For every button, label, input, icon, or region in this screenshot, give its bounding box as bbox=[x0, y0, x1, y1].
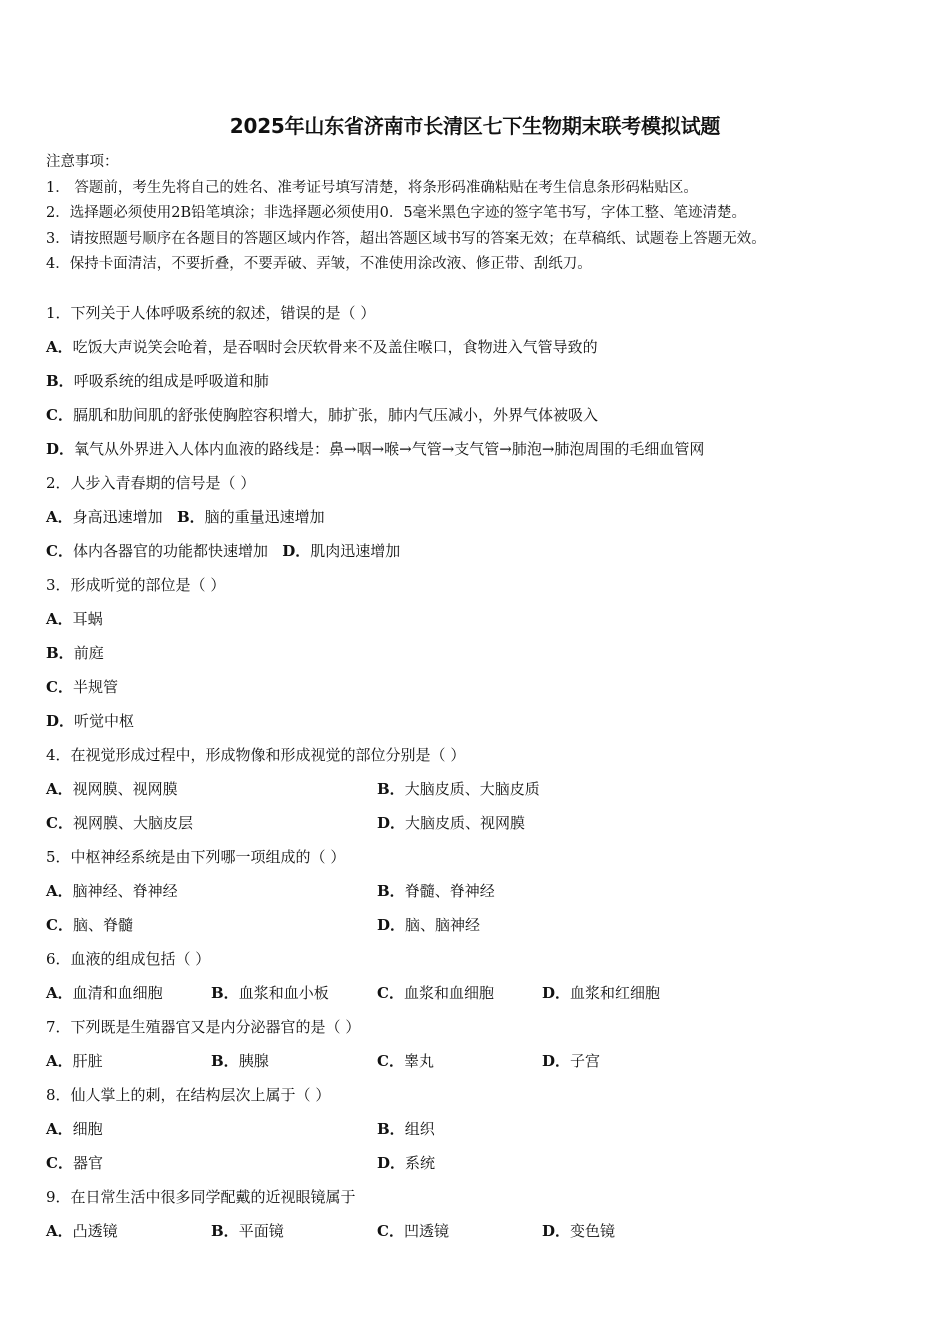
option-text: 氧气从外界进入人体内血液的路线是：鼻→咽→喉→气管→支气管→肺泡→肺泡周围的毛细血管网 bbox=[74, 440, 705, 458]
option-text: 体内各器官的功能都快速增加 bbox=[72, 542, 268, 560]
q4-option-a bbox=[46, 772, 178, 806]
option-label: D． bbox=[542, 1222, 571, 1240]
q8-options-row-2 bbox=[46, 1146, 926, 1180]
option-label: A． bbox=[46, 338, 73, 356]
q8-options-row-1 bbox=[46, 1112, 926, 1146]
q6-option-a bbox=[46, 976, 163, 1010]
option-text: 器官 bbox=[72, 1154, 103, 1172]
q9-option-c bbox=[377, 1214, 449, 1248]
q4-options-row-1 bbox=[46, 772, 926, 806]
question-stem-7: 7．下列既是生殖器官又是内分泌器官的是（ ） bbox=[46, 1018, 361, 1036]
option-text: 视网膜、大脑皮层 bbox=[72, 814, 193, 832]
option-label: A． bbox=[46, 780, 73, 798]
option-text: 胰腺 bbox=[238, 1052, 269, 1070]
option-text: 脑的重量迅速增加 bbox=[204, 508, 325, 526]
option-label: C． bbox=[377, 984, 404, 1002]
option-label: B． bbox=[46, 644, 74, 662]
option-label: B． bbox=[211, 1222, 239, 1240]
option-text: 半规管 bbox=[72, 678, 118, 696]
notice-item: 3．请按照题号顺序在各题目的答题区域内作答，超出答题区域书写的答案无效；在草稿纸、试题卷上答题无效。 bbox=[46, 230, 766, 247]
question-stem-2: 2．人步入青春期的信号是（ ） bbox=[46, 474, 256, 492]
q4-option-b bbox=[377, 772, 540, 806]
q2-option-a bbox=[46, 508, 163, 526]
question-stem-8: 8．仙人掌上的刺，在结构层次上属于（ ） bbox=[46, 1086, 331, 1104]
q5-options-row-1 bbox=[46, 874, 926, 908]
q6-option-b bbox=[211, 976, 329, 1010]
option-text: 吃饭大声说笑会呛着，是吞咽时会厌软骨来不及盖住喉口，食物进入气管导致的 bbox=[72, 338, 598, 356]
q2-option-d bbox=[282, 542, 400, 560]
option-text: 凹透镜 bbox=[403, 1222, 449, 1240]
question-stem-1: 1．下列关于人体呼吸系统的叙述，错误的是（ ） bbox=[46, 304, 376, 322]
question-stem-4: 4．在视觉形成过程中，形成物像和形成视觉的部位分别是（ ） bbox=[46, 746, 466, 764]
q4-option-c bbox=[46, 806, 193, 840]
notice-section bbox=[46, 150, 926, 278]
q9-options-row bbox=[46, 1214, 926, 1248]
option-label: C． bbox=[46, 814, 73, 832]
option-text: 平面镜 bbox=[238, 1222, 284, 1240]
q9-option-d bbox=[542, 1214, 615, 1248]
question-list bbox=[46, 296, 926, 1248]
q2-option-b bbox=[177, 508, 325, 526]
option-label: A． bbox=[46, 508, 73, 526]
option-label: D． bbox=[542, 1052, 571, 1070]
q9-option-b bbox=[211, 1214, 284, 1248]
option-text: 呼吸系统的组成是呼吸道和肺 bbox=[73, 372, 269, 390]
option-label: D． bbox=[377, 814, 406, 832]
option-text: 膈肌和肋间肌的舒张使胸腔容积增大，肺扩张，肺内气压减小，外界气体被吸入 bbox=[72, 406, 598, 424]
option-label: B． bbox=[46, 372, 74, 390]
q8-option-b bbox=[377, 1112, 435, 1146]
option-text: 系统 bbox=[405, 1154, 436, 1172]
option-label: C． bbox=[46, 1154, 73, 1172]
option-text: 细胞 bbox=[72, 1120, 103, 1138]
option-text: 睾丸 bbox=[403, 1052, 434, 1070]
option-label: B． bbox=[211, 984, 239, 1002]
q7-option-d bbox=[542, 1044, 600, 1078]
q6-options-row bbox=[46, 976, 926, 1010]
option-label: A． bbox=[46, 882, 73, 900]
option-label: C． bbox=[377, 1222, 404, 1240]
option-text: 脑、脑神经 bbox=[405, 916, 481, 934]
option-label: D． bbox=[542, 984, 571, 1002]
option-label: A． bbox=[46, 610, 73, 628]
notice-item: 4．保持卡面清洁，不要折叠，不要弄破、弄皱，不准使用涂改液、修正带、刮纸刀。 bbox=[46, 256, 592, 272]
question-stem-3: 3．形成听觉的部位是（ ） bbox=[46, 576, 226, 594]
option-label: C． bbox=[46, 678, 73, 696]
option-text: 听觉中枢 bbox=[74, 712, 135, 730]
option-label: B． bbox=[176, 508, 205, 526]
q3-option-a bbox=[46, 602, 926, 636]
option-label: B． bbox=[377, 882, 405, 900]
option-text: 脑、脊髓 bbox=[72, 916, 133, 934]
q8-option-c bbox=[46, 1146, 103, 1180]
option-label: A． bbox=[46, 984, 73, 1002]
q1-option-a bbox=[46, 330, 926, 364]
option-text: 血浆和红细胞 bbox=[570, 984, 661, 1002]
q5-option-d bbox=[377, 908, 480, 942]
option-label: B． bbox=[377, 780, 405, 798]
option-label: C． bbox=[46, 406, 73, 424]
option-label: B． bbox=[377, 1120, 405, 1138]
q4-option-d bbox=[377, 806, 525, 840]
q7-option-a bbox=[46, 1044, 103, 1078]
q3-option-c bbox=[46, 670, 926, 704]
option-label: D． bbox=[377, 916, 406, 934]
option-text: 组织 bbox=[404, 1120, 435, 1138]
q1-option-d bbox=[46, 432, 926, 466]
option-text: 肝脏 bbox=[72, 1052, 103, 1070]
option-label: D． bbox=[282, 542, 311, 560]
option-label: D． bbox=[46, 440, 75, 458]
q6-option-d bbox=[542, 976, 660, 1010]
q3-option-b bbox=[46, 636, 926, 670]
option-text: 脑神经、脊神经 bbox=[72, 882, 178, 900]
option-label: D． bbox=[46, 712, 75, 730]
option-text: 血浆和血细胞 bbox=[403, 984, 494, 1002]
option-label: D． bbox=[377, 1154, 406, 1172]
q8-option-a bbox=[46, 1112, 103, 1146]
q1-option-c bbox=[46, 398, 926, 432]
option-label: C． bbox=[46, 916, 73, 934]
q5-option-a bbox=[46, 874, 178, 908]
q9-option-a bbox=[46, 1214, 118, 1248]
q7-option-b bbox=[211, 1044, 269, 1078]
option-text: 前庭 bbox=[73, 644, 104, 662]
option-text: 耳蜗 bbox=[72, 610, 103, 628]
option-text: 子宫 bbox=[570, 1052, 601, 1070]
q5-option-b bbox=[377, 874, 495, 908]
question-stem-9: 9．在日常生活中很多同学配戴的近视眼镜属于 bbox=[46, 1188, 356, 1206]
option-text: 血清和血细胞 bbox=[72, 984, 163, 1002]
option-label: C． bbox=[377, 1052, 404, 1070]
q2-options-row-1 bbox=[46, 500, 926, 534]
option-text: 凸透镜 bbox=[72, 1222, 118, 1240]
q1-option-b bbox=[46, 364, 926, 398]
notice-item: 2．选择题必须使用2B铅笔填涂；非选择题必须使用0．5毫米黑色字迹的签字笔书写，字体工整、笔迹清楚。 bbox=[46, 205, 747, 221]
q8-option-d bbox=[377, 1146, 435, 1180]
q3-option-d bbox=[46, 704, 926, 738]
option-label: A． bbox=[46, 1052, 73, 1070]
q4-options-row-2 bbox=[46, 806, 926, 840]
q6-option-c bbox=[377, 976, 494, 1010]
option-label: A． bbox=[46, 1120, 73, 1138]
option-text: 脊髓、脊神经 bbox=[404, 882, 495, 900]
option-text: 视网膜、视网膜 bbox=[72, 780, 178, 798]
q2-options-row-2 bbox=[46, 534, 926, 568]
question-stem-5: 5．中枢神经系统是由下列哪一项组成的（ ） bbox=[46, 848, 346, 866]
option-text: 血浆和血小板 bbox=[238, 984, 329, 1002]
q5-options-row-2 bbox=[46, 908, 926, 942]
notice-heading: 注意事项： bbox=[46, 154, 119, 170]
option-text: 大脑皮质、大脑皮质 bbox=[404, 780, 540, 798]
option-text: 变色镜 bbox=[570, 1222, 616, 1240]
option-text: 大脑皮质、视网膜 bbox=[405, 814, 526, 832]
option-label: C． bbox=[46, 542, 73, 560]
page-title: 2025年山东省济南市长清区七下生物期末联考模拟试题 bbox=[229, 114, 721, 138]
notice-item: 1． 答题前，考生先将自己的姓名、准考证号填写清楚，将条形码准确粘贴在考生信息条形码粘贴区。 bbox=[46, 179, 698, 196]
option-label: A． bbox=[46, 1222, 73, 1240]
option-text: 肌肉迅速增加 bbox=[310, 542, 401, 560]
question-stem-6: 6．血液的组成包括（ ） bbox=[46, 950, 211, 968]
q5-option-c bbox=[46, 908, 133, 942]
option-text: 身高迅速增加 bbox=[72, 508, 163, 526]
option-label: B． bbox=[211, 1052, 239, 1070]
q7-option-c bbox=[377, 1044, 434, 1078]
q2-option-c bbox=[46, 542, 268, 560]
q7-options-row bbox=[46, 1044, 926, 1078]
